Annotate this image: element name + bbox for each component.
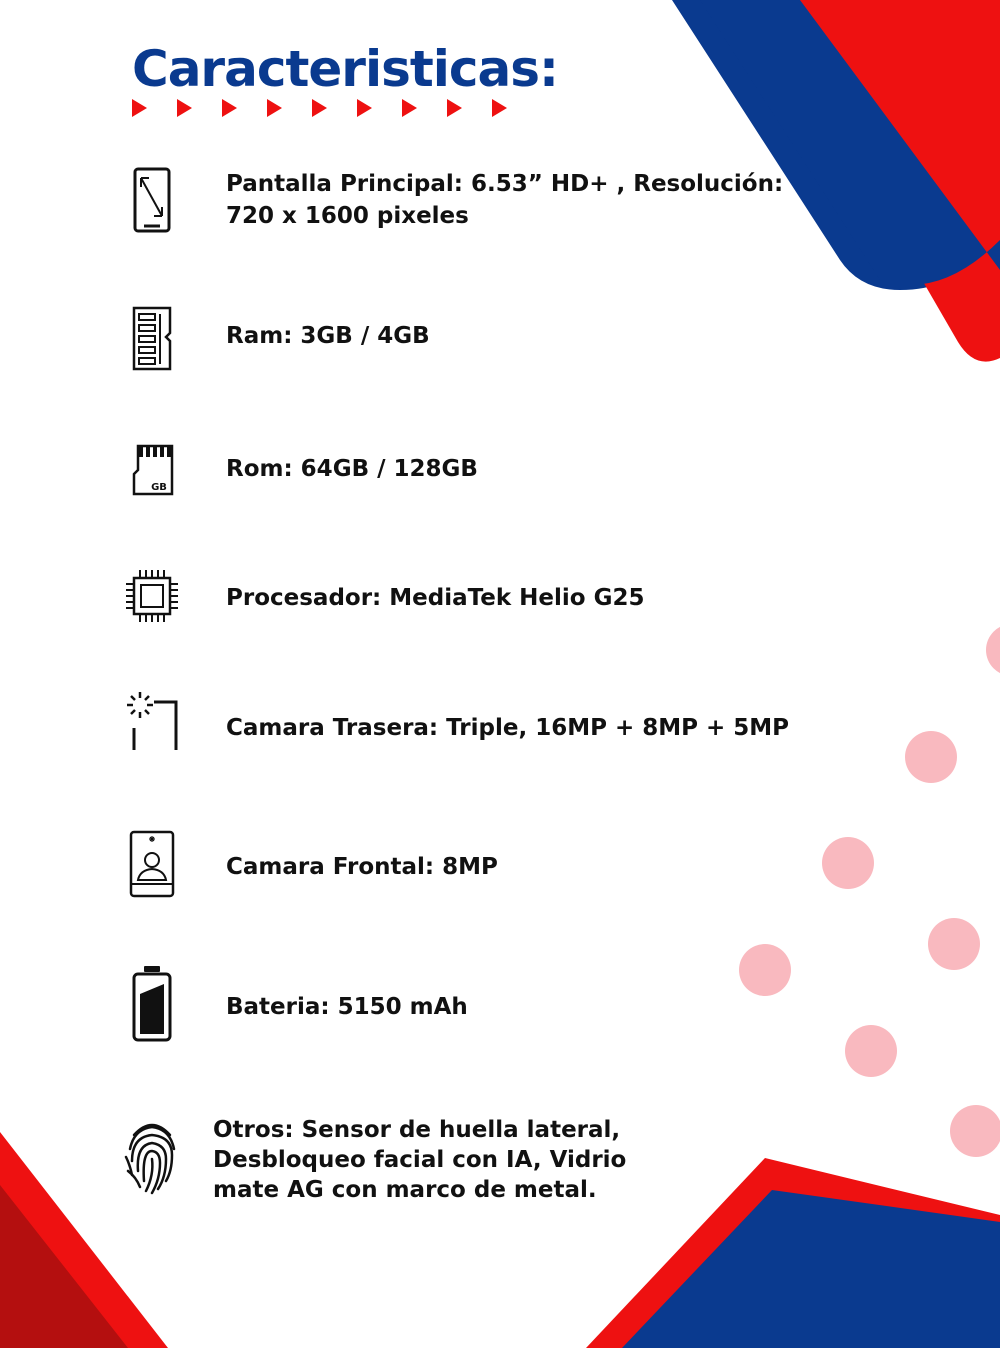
feature-label: Otros: Sensor de huella lateral, Desbloqueo facial con IA, Vidrio mate AG con marco de metal. [213,1117,627,1203]
sd-card-icon [122,438,182,508]
processor-chip-icon [122,566,182,636]
front-camera-icon [122,830,182,900]
arrow-divider [132,99,507,117]
arrow-icon [312,99,327,117]
pink-dot [928,918,980,970]
arrow-icon [132,99,147,117]
fingerprint-icon [122,1115,182,1199]
arrow-icon [447,99,462,117]
feature-label: Camara Trasera: Triple, 16MP + 8MP + 5MP [226,715,790,741]
arrow-icon [222,99,237,117]
battery-icon [122,964,182,1044]
arrow-icon [492,99,507,117]
feature-label: Rom: 64GB / 128GB [226,456,478,482]
pink-dot [905,731,957,783]
pink-dot [950,1105,1000,1157]
feature-label: Camara Frontal: 8MP [226,854,498,880]
feature-label: Bateria: 5150 mAh [226,994,468,1020]
arrow-icon [267,99,282,117]
feature-label: Ram: 3GB / 4GB [226,323,430,349]
pink-dot [822,837,874,889]
rear-camera-icon [122,688,182,758]
arrow-icon [357,99,372,117]
ram-icon [122,305,182,375]
pink-dot [739,944,791,996]
pink-dot [845,1025,897,1077]
svg-text:GB: GB [151,482,167,493]
arrow-icon [177,99,192,117]
arrow-icon [402,99,417,117]
feature-label: Procesador: MediaTek Helio G25 [226,585,645,611]
page-title: Caracteristicas: [132,40,559,98]
smartphone-screen-icon [122,166,182,236]
pink-dot [986,624,1000,676]
feature-label: Pantalla Principal: 6.53” HD+ , Resolución: 720 x 1600 pixeles [226,171,784,229]
